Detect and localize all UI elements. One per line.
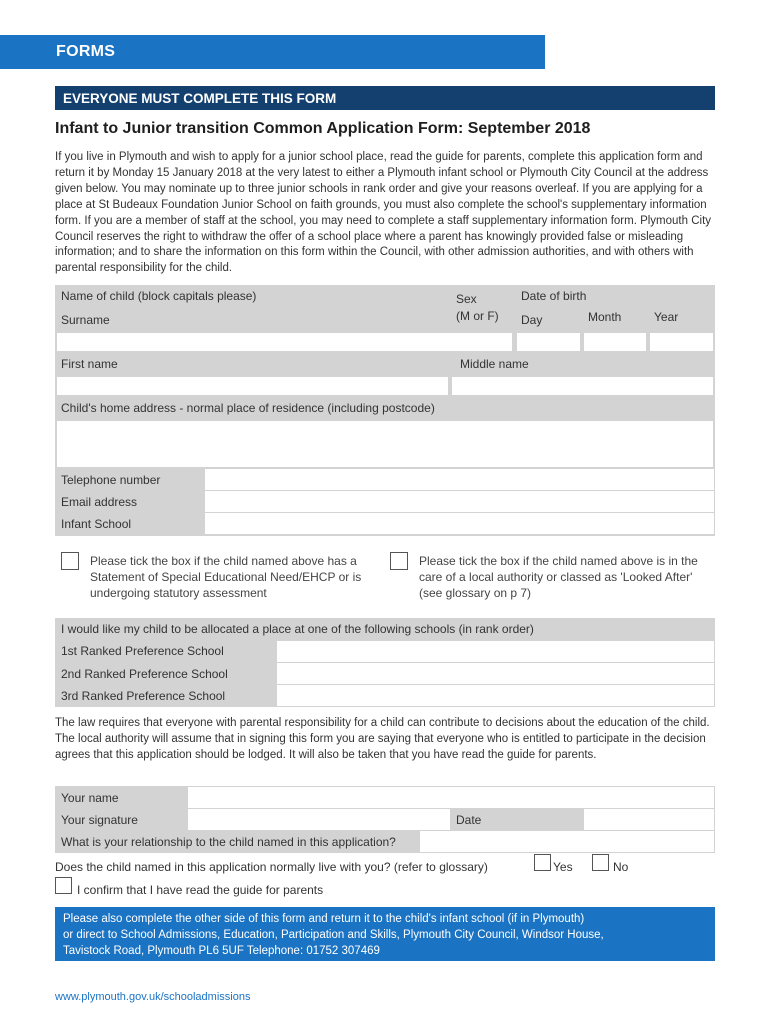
telephone-input[interactable] bbox=[205, 469, 714, 490]
yes-label: Yes bbox=[553, 860, 573, 874]
relationship-input[interactable] bbox=[420, 831, 714, 852]
looked-after-text: Please tick the box if the child named above is in the care of a local authority or classed as 'Looked After' (see glossary on p 7) bbox=[419, 554, 698, 600]
footer-line-2: or direct to School Admissions, Education, Participation and Skills, Plymouth City Council, Windsor House, bbox=[63, 929, 604, 941]
live-with-no-checkbox[interactable] bbox=[592, 854, 609, 871]
live-with-yes-checkbox[interactable] bbox=[534, 854, 551, 871]
looked-after-checkbox[interactable] bbox=[390, 552, 408, 570]
signature-label: Your signature bbox=[61, 813, 138, 827]
section-banner: FORMS bbox=[0, 35, 545, 69]
middle-name-input[interactable] bbox=[452, 377, 713, 395]
relationship-label: What is your relationship to the child named in this application? bbox=[61, 835, 396, 849]
no-label: No bbox=[613, 860, 629, 874]
email-label: Email address bbox=[61, 495, 138, 509]
footer-line-1: Please also complete the other side of this form and return it to the child's infant school (if in Plymouth) bbox=[63, 913, 585, 925]
admissions-url-link[interactable]: www.plymouth.gov.uk/schooladmissions bbox=[55, 991, 251, 1003]
second-preference-label: 2nd Ranked Preference School bbox=[61, 667, 228, 681]
first-name-label: First name bbox=[55, 353, 450, 375]
form-title: Infant to Junior transition Common Application Form: September 2018 bbox=[55, 120, 591, 137]
sex-hint: (M or F) bbox=[456, 309, 499, 323]
first-name-input[interactable] bbox=[57, 377, 448, 395]
sen-text: Please tick the box if the child named above has a Statement of Special Educational Need/EHCP or is undergoing statutory assessment bbox=[90, 554, 362, 600]
footer-line-3: Tavistock Road, Plymouth PL6 5UF Telephone: 01752 307469 bbox=[63, 945, 380, 957]
preferences-heading: I would like my child to be allocated a place at one of the following schools (in rank order) bbox=[55, 618, 715, 640]
middle-name-label: Middle name bbox=[450, 353, 715, 375]
return-instructions-box bbox=[55, 907, 715, 961]
address-label: Child's home address - normal place of residence (including postcode) bbox=[55, 397, 715, 419]
signature-input[interactable] bbox=[188, 809, 450, 830]
surname-input[interactable] bbox=[57, 333, 512, 351]
second-preference-input[interactable] bbox=[277, 663, 714, 684]
dob-day-input[interactable] bbox=[517, 333, 580, 351]
live-with-question: Does the child named in this application normally live with you? (refer to glossary) bbox=[55, 860, 488, 874]
sex-label-cell bbox=[450, 285, 515, 331]
infant-school-label: Infant School bbox=[61, 517, 132, 531]
date-label: Date bbox=[456, 813, 482, 827]
first-preference-label: 1st Ranked Preference School bbox=[61, 644, 224, 658]
dob-label: Date of birth bbox=[515, 285, 715, 309]
your-name-input[interactable] bbox=[188, 787, 714, 808]
surname-label: Surname bbox=[55, 309, 450, 331]
child-name-label: Name of child (block capitals please) bbox=[55, 285, 450, 309]
address-input[interactable] bbox=[57, 421, 713, 467]
dob-month-input[interactable] bbox=[584, 333, 646, 351]
your-name-label: Your name bbox=[61, 791, 119, 805]
confirm-label: I confirm that I have read the guide for parents bbox=[77, 883, 324, 897]
date-input[interactable] bbox=[584, 809, 714, 830]
email-input[interactable] bbox=[205, 491, 714, 512]
first-preference-input[interactable] bbox=[277, 641, 714, 662]
sen-checkbox[interactable] bbox=[61, 552, 79, 570]
telephone-label: Telephone number bbox=[61, 473, 161, 487]
dob-day-label: Day bbox=[515, 309, 582, 331]
dob-year-label: Year bbox=[648, 309, 715, 331]
third-preference-input[interactable] bbox=[277, 685, 714, 706]
everyone-banner: EVERYONE MUST COMPLETE THIS FORM bbox=[55, 86, 715, 110]
confirm-checkbox[interactable] bbox=[55, 877, 72, 894]
dob-year-input[interactable] bbox=[650, 333, 713, 351]
dob-month-label: Month bbox=[582, 309, 648, 331]
intro-paragraph: If you live in Plymouth and wish to apply for a junior school place, read the guide for parents, complete this application form and return it by Monday 15 January 2018 at the very latest to either a Plymouth infant school or Plymouth City Council at the address given below. You may nominate up to three junior schools in rank order and give your reasons overleaf. If you are applying for a place at St Budeaux Foundation Junior School on faith grounds, you must also complete the school's supplementary information form. If you are a member of staff at the school, you may need to complete a staff supplementary information form. Plymouth City Council reserves the right to withdraw the offer of a school place where a parent has knowingly provided false or misleading information; and to share the information on this form within the Council, with other admission authorities, and with others with parental responsibility for the child. bbox=[55, 151, 712, 275]
sex-label: Sex bbox=[456, 292, 477, 306]
law-paragraph: The law requires that everyone with parental responsibility for a child can contribute to decisions about the education of the child. The local authority will assume that in signing this form you are saying that everyone who is entitled to participate in the decision agrees that this application should be lodged. It will also be taken that you have read the guide for parents. bbox=[55, 717, 710, 761]
third-preference-label: 3rd Ranked Preference School bbox=[61, 689, 226, 703]
infant-school-input[interactable] bbox=[205, 513, 714, 534]
